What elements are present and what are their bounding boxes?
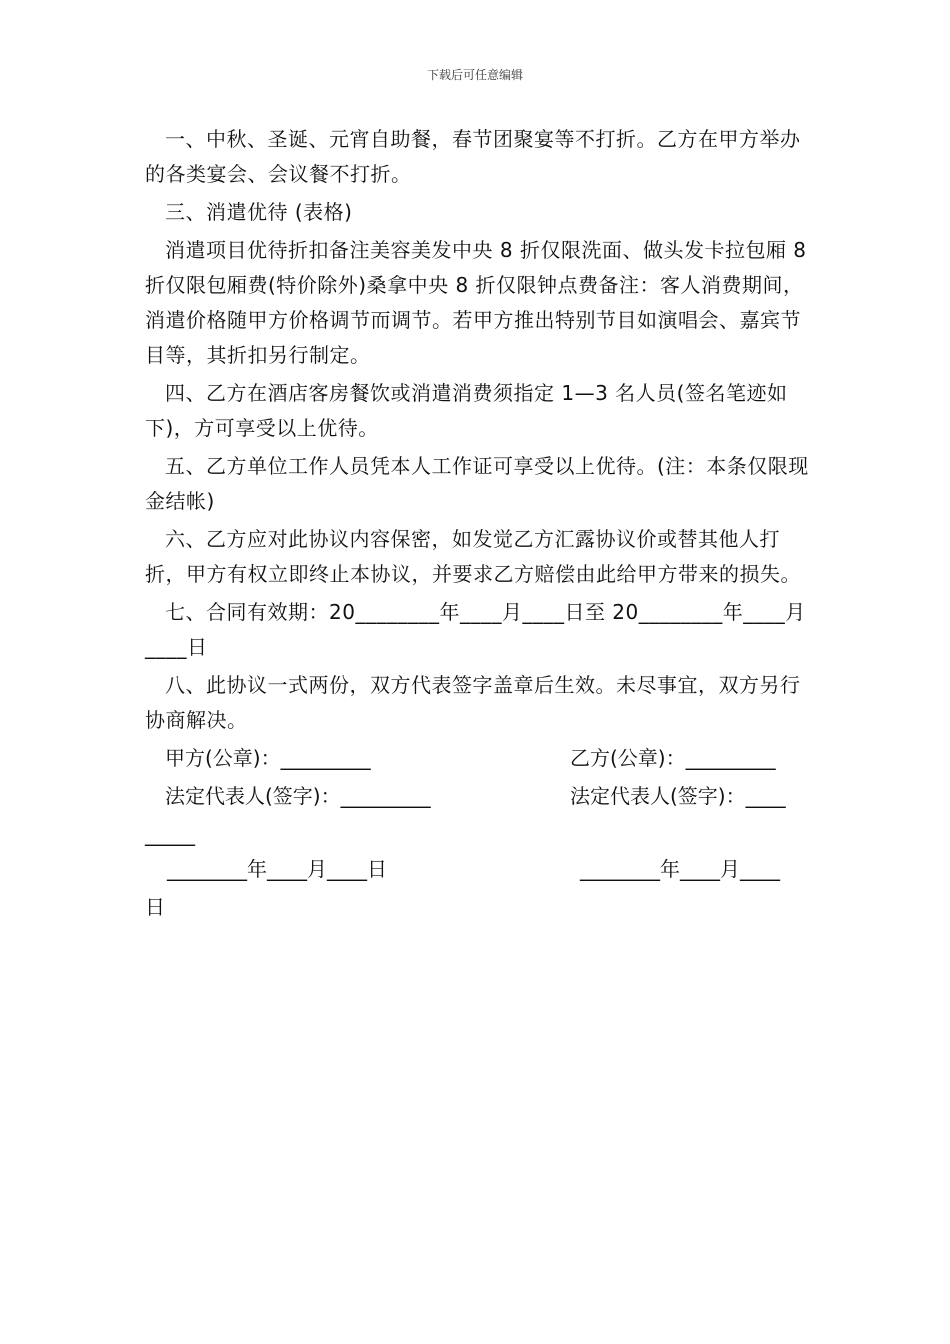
seal-row — [145, 741, 810, 779]
party-a-date: ________年____月____日 — [167, 857, 387, 881]
clause-6: 六、乙方应对此协议内容保密，如发觉乙方汇露协议价或替其他人打折，甲方有权立即终止本协议，并要求乙方赔偿由此给甲方带来的损失。 — [145, 527, 801, 586]
page-header: 下载后可任意编辑 — [426, 68, 523, 82]
date-continuation: 日 — [145, 895, 165, 919]
party-b-representative: 法定代表人(签字)：____ — [570, 784, 786, 808]
party-b-date: ________年____月____ — [580, 857, 780, 881]
representative-row — [145, 779, 810, 817]
contract-body — [145, 122, 810, 925]
date-row — [145, 852, 810, 890]
representative-continuation: _____ — [145, 822, 195, 846]
party-a-seal: 甲方(公章)：_________ — [165, 746, 371, 770]
clause-8: 八、此协议一式两份，双方代表签字盖章后生效。未尽事宜，双方另行协商解决。 — [145, 673, 801, 732]
party-b-seal: 乙方(公章)：_________ — [570, 746, 776, 770]
clause-4: 四、乙方在酒店客房餐饮或消遣消费须指定 1—3 名人员(签名笔迹如下)，方可享受以上优待。 — [145, 381, 788, 440]
party-a-representative: 法定代表人(签字)：_________ — [165, 784, 431, 808]
clause-3-title: 三、消遣优待 (表格) — [165, 200, 353, 224]
clause-1: 一、中秋、圣诞、元宵自助餐，春节团聚宴等不打折。乙方在甲方举办的各类宴会、会议餐不打折。 — [145, 127, 801, 186]
clause-3-body: 消遣项目优待折扣备注美容美发中央 8 折仅限洗面、做头发卡拉包厢 8 折仅限包厢费(特价除外)桑拿中央 8 折仅限钟点费备注：客人消费期间，消遣价格随甲方价格调节而调节。若甲方推出特别节目如演唱会、嘉宾节目等，其折扣另行制定。 — [145, 238, 807, 367]
clause-5: 五、乙方单位工作人员凭本人工作证可享受以上优待。(注：本条仅限现金结帐) — [145, 454, 809, 513]
clause-7-validity: 七、合同有效期：20________年____月____日至 20________年____月____日 — [145, 600, 806, 659]
